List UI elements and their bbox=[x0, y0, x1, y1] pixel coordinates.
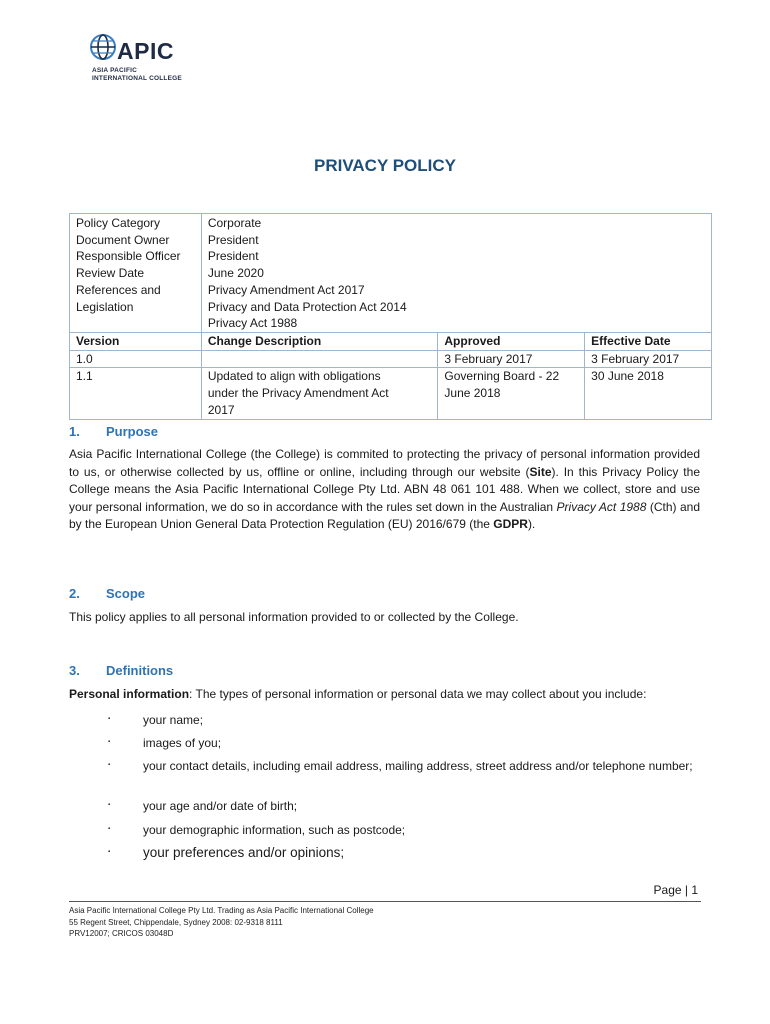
section-title: Scope bbox=[106, 586, 146, 601]
version-header-row bbox=[70, 332, 712, 350]
logo-wordmark: APIC bbox=[117, 38, 174, 64]
footer bbox=[69, 905, 374, 940]
definitions-intro bbox=[69, 686, 700, 704]
list-item: your demographic information, such as postcode; bbox=[143, 823, 406, 837]
purpose-paragraph bbox=[69, 446, 700, 534]
text-run: : The types of personal information or personal data we may collect about you include: bbox=[189, 687, 647, 701]
effective-cell: 3 February 2017 bbox=[585, 350, 712, 368]
reference-item: Privacy and Data Protection Act 2014 bbox=[207, 299, 407, 314]
section-number: 1. bbox=[69, 424, 80, 439]
change-cell bbox=[201, 350, 438, 368]
bullet-icon: ▪ bbox=[108, 826, 111, 832]
text-run: ). In this Privacy Policy the College means the Asia Pacific International College Pty Ltd. ABN 48 061 101 488. When we collect, store and use your personal information, we do so in accordance with the rules set down in the Australian bbox=[69, 464, 700, 514]
list-item: images of you; bbox=[143, 736, 222, 750]
effective-date-header: Effective Date bbox=[585, 332, 712, 350]
document-owner-label: Document Owner bbox=[70, 232, 202, 249]
table-row bbox=[70, 368, 712, 420]
bullet-icon: ▪ bbox=[108, 802, 111, 808]
policy-category-value: Corporate bbox=[201, 214, 711, 232]
section-heading-scope bbox=[69, 586, 145, 601]
text-run: Asia Pacific International College (the College) is commited to protecting the privacy of personal information provided to us, or otherwise collected by us, offline or online, including through our website ( bbox=[69, 447, 700, 479]
version-cell: 1.0 bbox=[70, 350, 202, 368]
list-item: your name; bbox=[143, 713, 204, 727]
document-owner-value: President bbox=[201, 232, 711, 249]
change-cell bbox=[201, 368, 438, 420]
logo-subtitle-line2: INTERNATIONAL COLLEGE bbox=[92, 75, 182, 82]
references-label bbox=[70, 282, 202, 333]
text-run-bold: Site bbox=[529, 464, 552, 479]
approved-line: Governing Board - 22 bbox=[444, 369, 560, 384]
version-header: Version bbox=[70, 332, 202, 350]
effective-cell: 30 June 2018 bbox=[585, 368, 712, 420]
review-date-label: Review Date bbox=[70, 265, 202, 282]
section-title: Definitions bbox=[106, 663, 174, 678]
policy-info-table bbox=[69, 213, 712, 420]
section-number: 2. bbox=[69, 586, 80, 601]
list-item: your contact details, including email address, mailing address, street address and/or telephone number; bbox=[143, 759, 693, 773]
document-title: PRIVACY POLICY bbox=[313, 156, 456, 175]
text-run: ). bbox=[527, 517, 536, 532]
change-line: 2017 bbox=[207, 402, 235, 417]
reference-item: Privacy Act 1988 bbox=[207, 316, 298, 331]
bullet-icon: ▪ bbox=[108, 762, 111, 768]
text-run-bold: Personal information bbox=[69, 687, 190, 701]
section-number: 3. bbox=[69, 663, 80, 678]
approved-cell: 3 February 2017 bbox=[438, 350, 585, 368]
table-row bbox=[70, 232, 712, 249]
version-cell: 1.1 bbox=[70, 368, 202, 420]
references-label-line1: References and bbox=[76, 282, 161, 297]
approved-header: Approved bbox=[438, 332, 585, 350]
table-row bbox=[70, 282, 712, 333]
change-description-header: Change Description bbox=[201, 332, 438, 350]
change-line: Updated to align with obligations bbox=[207, 369, 381, 384]
footer-line: 55 Regent Street, Chippendale, Sydney 2008: 02-9318 8111 bbox=[69, 917, 283, 927]
section-heading-purpose bbox=[69, 424, 158, 439]
review-date-value: June 2020 bbox=[201, 265, 711, 282]
table-row bbox=[70, 265, 712, 282]
table-row bbox=[70, 350, 712, 368]
text-run: (Cth) and by the European Union General Data Protection Regulation (EU) 2016/679 (the bbox=[69, 499, 700, 532]
footer-line: PRV12007; CRICOS 03048D bbox=[69, 929, 174, 938]
page-number: Page | 1 bbox=[653, 883, 698, 897]
section-title: Purpose bbox=[106, 424, 159, 439]
text-run-bold: GDPR bbox=[493, 517, 528, 532]
list-item: your age and/or date of birth; bbox=[143, 799, 298, 813]
logo-subtitle-line1: ASIA PACIFIC bbox=[92, 67, 138, 74]
bullet-icon: ▪ bbox=[108, 716, 111, 722]
approved-cell bbox=[438, 368, 585, 420]
footer-line: Asia Pacific International College Pty Ltd. Trading as Asia Pacific International College bbox=[69, 906, 374, 915]
references-label-line2: Legislation bbox=[76, 299, 134, 314]
section-heading-definitions bbox=[69, 663, 173, 678]
scope-paragraph: This policy applies to all personal information provided to or collected by the College. bbox=[69, 610, 519, 624]
list-item: your preferences and/or opinions; bbox=[143, 845, 345, 860]
responsible-officer-value: President bbox=[201, 248, 711, 265]
bullet-icon: ▪ bbox=[108, 849, 111, 855]
responsible-officer-label: Responsible Officer bbox=[70, 248, 202, 265]
change-line: under the Privacy Amendment Act bbox=[207, 386, 389, 401]
reference-item: Privacy Amendment Act 2017 bbox=[207, 282, 365, 297]
table-row bbox=[70, 214, 712, 232]
policy-category-label: Policy Category bbox=[70, 214, 202, 232]
bullet-icon: ▪ bbox=[108, 739, 111, 745]
college-logo bbox=[88, 32, 208, 82]
text-run-italic: Privacy Act 1988 bbox=[556, 499, 647, 514]
approved-line: June 2018 bbox=[444, 386, 501, 401]
globe-icon bbox=[88, 32, 118, 62]
table-row bbox=[70, 248, 712, 265]
references-values bbox=[201, 282, 711, 333]
footer-divider bbox=[69, 901, 701, 902]
